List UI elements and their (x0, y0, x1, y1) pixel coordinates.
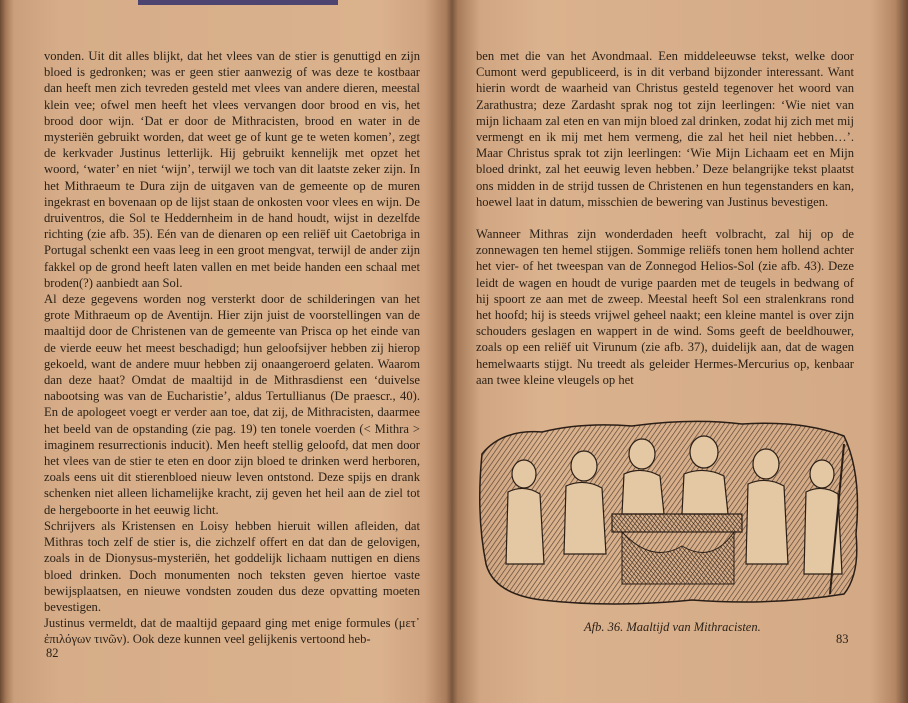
left-page (0, 0, 450, 703)
paragraph: vonden. Uit dit alles blijkt, dat het vlees van de stier is genuttigd en zijn bloed is gedronken; was er geen stier aanwezig of was deze te kostbaar dan heeft men zich tevreden gesteld met vlees van andere dieren, meestal klein vee; ofwel men heeft het vlees vervangen door brood en vis, het brood door wijn. ‘Dat er door de Mithracisten, brood en water in de mysteriën gebruikt worden, dat weet ge of kunt ge te weten komen’, zegt de kerkvader Justinus letterlijk. Hij gebruikt kennelijk met opzet het woord, ‘water’ en niet ‘wijn’, terwijl we toch van dit laatste zeker zijn. In het Mithraeum te Dura zijn de uitgaven van de gemeente op de muren ingekrast en bovenaan op de lijst staan de onkosten voor vlees en wijn. De druiventros, die Sol te Heddernheim in de hand houdt, wijst in dezelfde richting (zie afb. 35). Eén van de dienaren op een reliëf uit Caetobriga in Portugal schenkt een vaas leeg in een groot mengvat, terwijl de ander zijn fakkel op de grond heeft laten vallen en met beide handen een schaal met broden(?) aanbiedt aan Sol. (44, 49, 420, 290)
paragraph: Al deze gegevens worden nog versterkt door de schilderingen van het grote Mithraeum op de Aventijn. Hier zijn juist de voorstellingen van de maaltijd door de Christenen van de gemeente van Prisca op het einde van de vierde eeuw het meest beschadigd; hun geloofsijver hebben zij hierop gekoeld, want de andere muur hebben zij onaangeroerd gelaten. Waarom dan deze haat? Omdat de maaltijd in de Mithrasdienst een ‘duivelse nabootsing was van de Eucharistie’, aldus Tertullianus (De praescr., 40). En de apologeet voegt er verder aan toe, dat zij, de Mithracisten, daarmee het beeld van de opstanding (zie pag. 19) ten tonele voerden (< Mithra > imaginem resurrectionis inducit). Men heeft stellig geloofd, dat men door het vlees van de stier te eten en door zijn bloed te drinken werd herboren, zoals eens uit dit stierenbloed nieuw leven ontstond. Deze spijs en drank schenken niet alleen lichamelijke kracht, zij geven het heil aan de ziel tot de hergeboorte in het eeuwig licht. (44, 292, 420, 517)
paragraph: Justinus vermeldt, dat de maaltijd gepaard ging met enige formules (μετ᾽ ἐπιλόγων τινῶν). Ook deze kunnen veel gelijkenis vertoond heb- (44, 616, 420, 647)
figure-caption: Afb. 36. Maaltijd van Mithracisten. (584, 620, 761, 634)
page-number-left: 82 (46, 646, 59, 660)
page-number-right: 83 (836, 632, 849, 646)
paragraph: Wanneer Mithras zijn wonderdaden heeft volbracht, zal hij op de zonnewagen ten hemel stijgen. Sommige reliëfs tonen hem hollend achter het vier- of het tweespan van de Zonnegod Helios-Sol (zie afb. 43). Deze leidt de wagen en houdt de vurige paarden met de teugels in bedwang of hij spoort ze aan met de zweep. Meestal heeft Sol een stralenkrans rond het hoofd; hij is steeds vrijwel geheel naakt; een kleine mantel is over zijn schouders geslagen en wappert in de wind. Soms geeft de beeldhouwer, zoals op een reliëf uit Virunum (zie afb. 37), duidelijk aan, dat de wagen hemelwaarts stijgt. Nu treedt als geleider Hermes-Mercurius op, kenbaar aan twee kleine vleugels op het (476, 227, 854, 387)
paragraph: ben met die van het Avondmaal. Een middeleeuwse tekst, welke door Cumont werd gepubliceerd, is in dit verband bijzonder interessant. Want hierin wordt de waarheid van Christus gesteld tegenover het woord van Zarathustra; deze Zardasht sprak nog tot zijn leerlingen: ‘Wie niet van mijn lichaam zal eten en van mijn bloed zal drinken, zodat hij zich met mij vermengt en ik mij met hem vermeng, die zal het heil niet hebben…’. Maar Christus sprak tot zijn leerlingen: ‘Wie Mijn Lichaam eet en Mijn bloed drinkt, zal het eeuwig leven hebben.’ Deze belangrijke tekst plaatst ons midden in de strijd tussen de Christenen en hun tegenstanders en kan, hoewel laat in datum, misschien de bewering van Justinus bevestigen. (476, 49, 854, 209)
right-page (454, 0, 908, 703)
right-page-text (476, 48, 854, 388)
paragraph: Schrijvers als Kristensen en Loisy hebben hieruit willen afleiden, dat Mithras toch zelf de stier is, die zichzelf offert en dat dan de gelovigen, zoals in de Dionysus-mysteriën, het goddelijk lichaam nuttigen en diens bloed drinken. Doch monumenten noch teksten geven hiertoe vaste bewijsplaatsen, en nieuwe vondsten zouden dus deze opvatting moeten bevestigen. (44, 518, 420, 614)
left-page-text (44, 48, 420, 648)
relief-illustration (472, 414, 864, 614)
